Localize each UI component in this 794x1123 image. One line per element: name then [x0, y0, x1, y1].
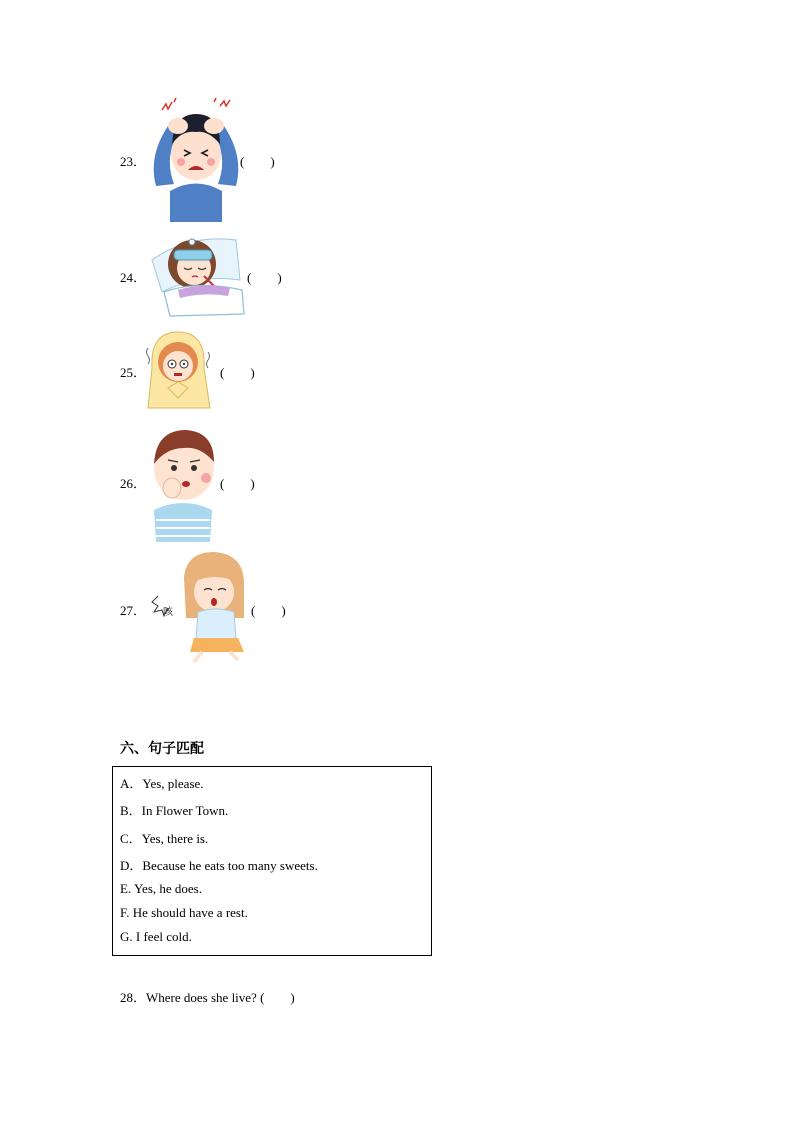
cough-sound-label: 咳 — [163, 607, 173, 618]
question-23-answer-blank[interactable]: ( ) — [240, 154, 275, 169]
option-d: D．Because he eats too many sweets. — [120, 858, 318, 873]
question-25-number: 25． — [120, 365, 147, 380]
section-title: 六、句子匹配 — [120, 741, 204, 757]
option-f: F. He should have a rest. — [120, 905, 248, 920]
option-c: C．Yes, there is. — [120, 831, 209, 846]
option-b: B．In Flower Town. — [120, 803, 229, 818]
options-box — [112, 766, 432, 956]
option-a: A．Yes, please. — [120, 776, 204, 791]
question-24-number: 24． — [120, 270, 147, 285]
question-28-answer-blank[interactable]: ( ) — [260, 990, 295, 1005]
headache-man-icon — [148, 96, 244, 222]
option-e: E. Yes, he does. — [120, 881, 202, 896]
question-23-number: 23． — [120, 154, 147, 169]
toothache-boy-icon — [148, 424, 218, 542]
cold-girl-in-blanket-icon — [144, 328, 214, 412]
question-28-text: Where does she live? — [146, 990, 257, 1005]
question-26-answer-blank[interactable]: ( ) — [220, 476, 255, 491]
question-28 — [120, 987, 295, 1006]
question-24-answer-blank[interactable]: ( ) — [247, 270, 282, 285]
question-27-number: 27． — [120, 603, 147, 618]
question-25-answer-blank[interactable]: ( ) — [220, 365, 255, 380]
option-g: G. I feel cold. — [120, 929, 192, 944]
question-27-answer-blank[interactable]: ( ) — [251, 603, 286, 618]
question-26-number: 26． — [120, 476, 147, 491]
coughing-girl-icon — [146, 548, 250, 664]
question-28-number: 28． — [120, 990, 147, 1005]
sick-girl-in-bed-icon — [148, 230, 248, 316]
